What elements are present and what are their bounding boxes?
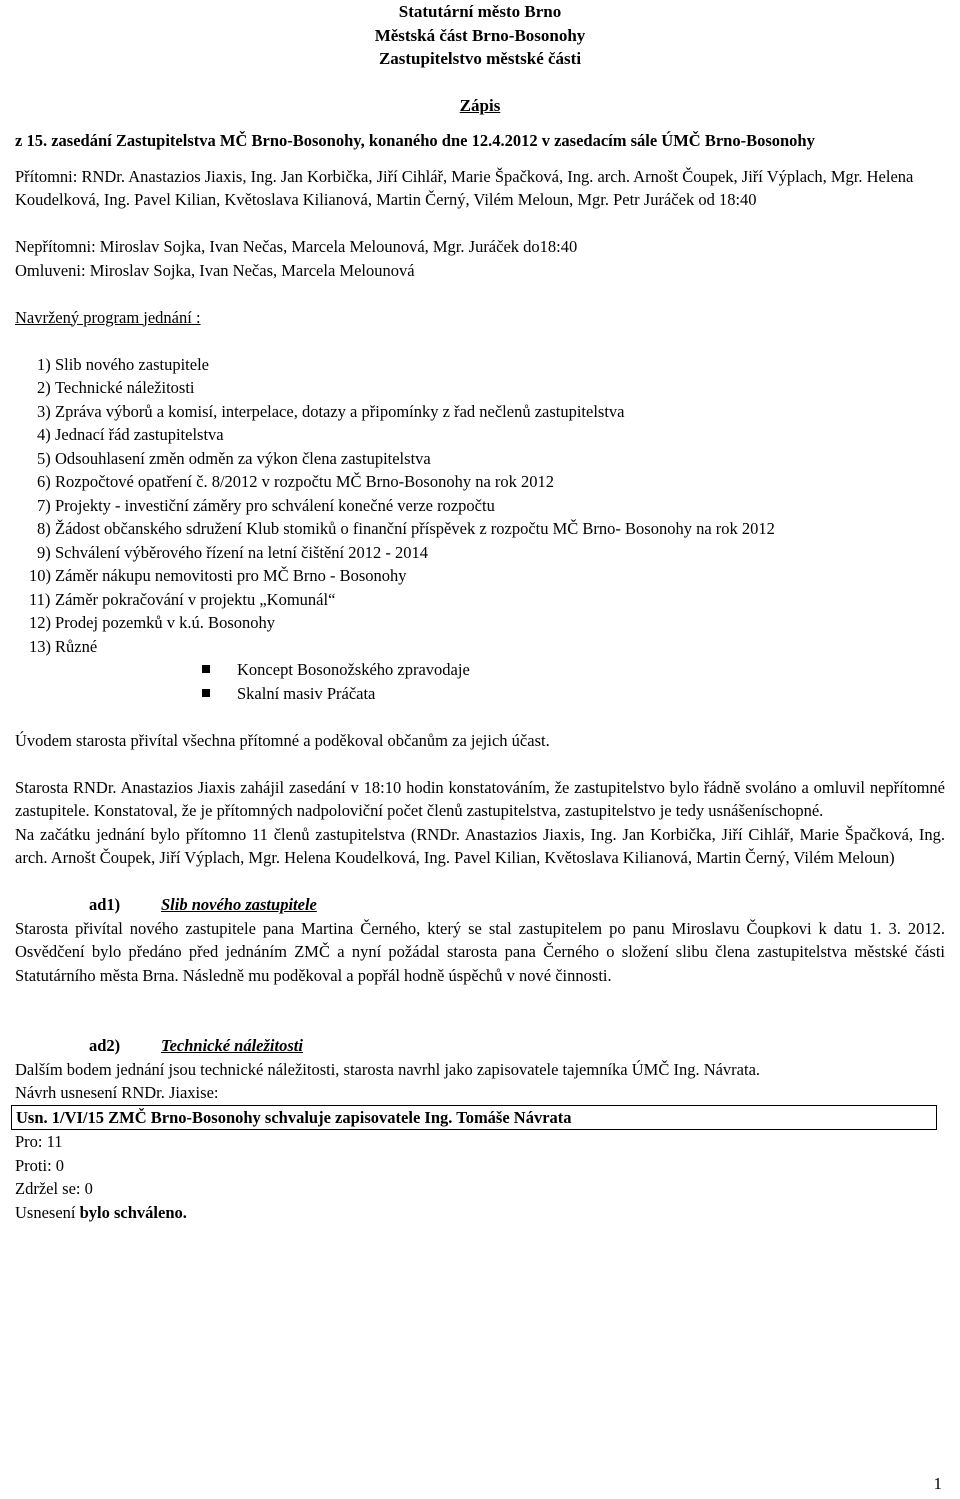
program-item: 4) Jednací řád zastupitelstva — [37, 425, 224, 444]
square-bullet-icon — [202, 689, 210, 697]
excused-members: Omluveni: Miroslav Sojka, Ivan Nečas, Marcela Melounová — [15, 260, 415, 280]
program-heading: Navržený program jednání : — [15, 307, 201, 327]
resolution-result: Usnesení bylo schváleno. — [15, 1202, 187, 1222]
header-line-1: Statutární město Brno — [398, 2, 562, 21]
header-line-3: Zastupitelstvo městské části — [378, 49, 582, 68]
program-sublist — [15, 658, 945, 705]
ad2-heading: ad2) Technické náležitosti — [89, 1036, 303, 1055]
ad2-proposal: Návrh usnesení RNDr. Jiaxise: — [15, 1083, 219, 1102]
meeting-subtitle: z 15. zasedání Zastupitelstva MČ Brno-Bosonohy, konaného dne 12.4.2012 v zasedacím sále ÚMČ Brno-Bosonohy — [15, 131, 815, 150]
program-subitem: Koncept Bosonožského zpravodaje — [193, 658, 945, 682]
program-item: 7) Projekty - investiční záměry pro schválení konečné verze rozpočtu — [37, 495, 495, 515]
ad1-text: Starosta přivítal nového zastupitele pana Martina Černého, který se stal zastupitelem po panu Miroslavu Čoupkovi k datu 1. 3. 2012. Osvědčení bylo předáno před jednáním ZMČ a nyní požádal starosta pana Černého o složení slibu člena zastupitelstva městské části Statutárního města Brna. Následně mu poděkoval a popřál hodně úspěchů v nové činnosti. — [15, 918, 945, 985]
program-item: 2) Technické náležitosti — [37, 378, 195, 397]
absent-members: Nepřítomni: Miroslav Sojka, Ivan Nečas, Marcela Melounová, Mgr. Juráček do18:40 — [15, 237, 578, 256]
program-item: 5) Odsouhlasení změn odměn za výkon člena zastupitelstva — [37, 448, 431, 468]
ad2-text: Dalším bodem jednání jsou technické náležitosti, starosta navrhl jako zapisovatele tajemníka ÚMČ Ing. Návrata. — [15, 1059, 761, 1079]
ad1-heading: ad1) Slib nového zastupitele — [89, 895, 317, 914]
program-item: 11) Záměr pokračování v projektu „Komunál“ — [29, 589, 336, 609]
program-item: 10) Záměr nákupu nemovitosti pro MČ Brno - Bosonohy — [29, 566, 407, 585]
votes-for: Pro: 11 — [15, 1132, 63, 1151]
intro-paragraph: Úvodem starosta přivítal všechna přítomné a poděkoval občanům za jejich účast. — [15, 730, 550, 750]
document-page — [15, 0, 945, 1224]
opening-paragraph: Starosta RNDr. Anastazios Jiaxis zahájil zasedání v 18:10 hodin konstatováním, že zastupitelstvo bylo řádně svoláno a omluvil nepřítomné zastupitele. Konstatoval, že je přítomných nadpoloviční počet členů zastupitelstva, zastupitelstvo je tedy usnášeníschopné. — [15, 777, 945, 820]
document-title: Zápis — [459, 95, 501, 115]
program-item: 1) Slib nového zastupitele — [37, 354, 209, 374]
program-item: 3) Zpráva výborů a komisí, interpelace, dotazy a připomínky z řad nečlenů zastupitelstva — [37, 401, 625, 421]
resolution-box: Usn. 1/VI/15 ZMČ Brno-Bosonohy schvaluje zapisovatele Ing. Tomáše Návrata — [11, 1105, 937, 1131]
program-item: 8) Žádost občanského sdružení Klub stomiků o finanční příspěvek z rozpočtu MČ Brno- Bosonohy na rok 2012 — [37, 519, 775, 538]
program-item: 9) Schválení výběrového řízení na letní čištění 2012 - 2014 — [37, 542, 428, 562]
program-list — [15, 353, 945, 659]
votes-abstain: Zdržel se: 0 — [15, 1179, 93, 1198]
attendance-paragraph: Na začátku jednání bylo přítomno 11 členů zastupitelstva (RNDr. Anastazios Jiaxis, Ing. Jan Korbička, Jiří Cihlář, Marie Špačková, Ing. arch. Arnošt Čoupek, Jiří Výplach, Mgr. Helena Koudelková, Ing. Pavel Kilian, Květoslava Kilianová, Martin Černý, Vilém Meloun) — [15, 824, 945, 867]
votes-against: Proti: 0 — [15, 1155, 65, 1175]
program-item: 6) Rozpočtové opatření č. 8/2012 v rozpočtu MČ Brno-Bosonohy na rok 2012 — [37, 472, 555, 491]
square-bullet-icon — [202, 665, 210, 673]
program-subitem: Skalní masiv Práčata — [193, 682, 945, 706]
program-item: 13) Různé — [29, 636, 98, 656]
program-item: 12) Prodej pozemků v k.ú. Bosonohy — [29, 613, 275, 632]
present-members: Přítomni: RNDr. Anastazios Jiaxis, Ing. Jan Korbička, Jiří Cihlář, Marie Špačková, Ing. arch. Arnošt Čoupek, Jiří Výplach, Mgr. Helena Koudelková, Ing. Pavel Kilian, Květoslava Kilianová, Martin Černý, Vilém Meloun, Mgr. Petr Juráček od 18:40 — [15, 166, 914, 209]
page-number: 1 — [933, 1473, 942, 1493]
header-line-2: Městská část Brno-Bosonohy — [374, 25, 586, 45]
